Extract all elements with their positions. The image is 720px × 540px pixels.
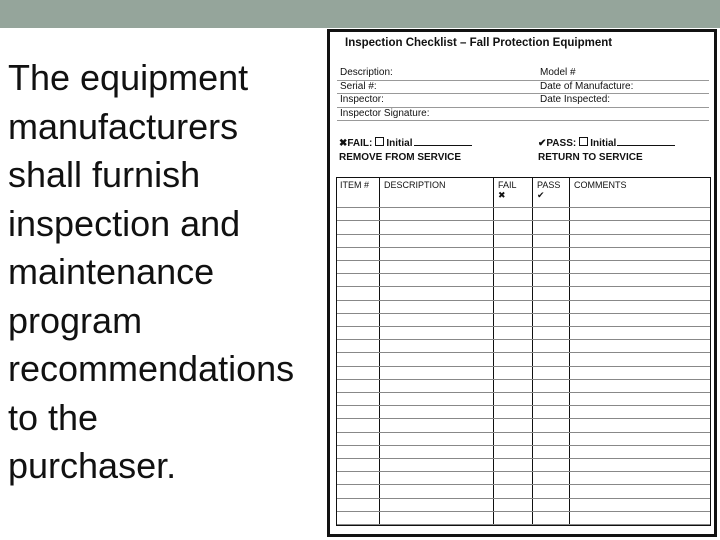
field-label-inspector-signature: Inspector Signature:: [340, 107, 430, 119]
info-row: [337, 108, 709, 122]
field-label-date-of-manufacture: Date of Manufacture:: [540, 80, 634, 92]
pass-check-icon: ✔: [537, 190, 545, 200]
table-row-rule: [337, 484, 710, 485]
body-line: manufacturers: [8, 105, 239, 147]
field-label-date-inspected: Date Inspected:: [540, 94, 611, 105]
table-row-rule: [337, 432, 710, 433]
fail-initial-label: Initial: [386, 138, 413, 149]
body-line: purchaser.: [8, 445, 177, 486]
column-header-pass: PASS ✔: [537, 180, 561, 200]
table-row-rule: [337, 445, 710, 446]
pass-return-label: RETURN TO SERVICE: [538, 152, 643, 163]
column-header-fail: FAIL ✖: [498, 180, 517, 200]
fail-status-block: [339, 136, 472, 165]
table-row-rule: [337, 207, 710, 208]
body-line: shall furnish: [8, 154, 201, 195]
initial-blank-line: [414, 136, 472, 146]
pass-status-block: [538, 136, 675, 165]
checkbox-icon: [375, 137, 384, 146]
table-row-rule: [337, 524, 710, 525]
inspection-checklist-image: [327, 29, 717, 537]
body-line: The equipment: [8, 57, 249, 98]
fail-remove-label: REMOVE FROM SERVICE: [339, 152, 462, 163]
table-row-rule: [337, 392, 710, 393]
table-row-rule: [337, 458, 710, 459]
slide-body-text: [8, 54, 328, 491]
field-label-inspector: Inspector:: [340, 94, 384, 105]
column-header-item: ITEM #: [340, 180, 370, 190]
table-row-rule: [337, 511, 710, 512]
table-row-rule: [337, 247, 710, 248]
checklist-rows: [337, 194, 710, 525]
checkbox-icon: [579, 137, 588, 146]
table-row-rule: [337, 339, 710, 340]
table-row-rule: [337, 418, 710, 419]
field-label-model: Model #: [540, 67, 576, 78]
table-row-rule: [337, 352, 710, 353]
initial-blank-line: [617, 136, 675, 146]
column-header-description: DESCRIPTION: [384, 180, 446, 190]
body-line: recommendations: [8, 348, 295, 389]
pass-mark: ✔PASS:: [538, 138, 577, 149]
table-row-rule: [337, 286, 710, 287]
field-label-description: Description:: [340, 67, 393, 78]
fail-x-icon: ✖: [498, 190, 506, 200]
table-row-rule: [337, 405, 710, 406]
info-row: [337, 67, 709, 81]
fail-mark: ✖FAIL:: [339, 138, 373, 149]
info-row: [337, 94, 709, 108]
table-row-rule: [337, 273, 710, 274]
table-row-rule: [337, 234, 710, 235]
checklist-table: [336, 177, 711, 526]
table-row-rule: [337, 471, 710, 472]
column-header-comments: COMMENTS: [574, 180, 627, 190]
table-row-rule: [337, 326, 710, 327]
slide-top-accent-bar: [0, 0, 720, 28]
body-line: inspection and: [8, 202, 241, 244]
pass-initial-label: Initial: [590, 138, 617, 149]
table-row-rule: [337, 313, 710, 314]
table-row-rule: [337, 379, 710, 380]
table-row-rule: [337, 220, 710, 221]
body-line: maintenance: [8, 251, 215, 292]
body-line: program: [8, 299, 143, 341]
field-label-serial: Serial #:: [340, 80, 377, 92]
table-row-rule: [337, 498, 710, 499]
body-line: to the: [8, 396, 99, 438]
checklist-info-fields: [337, 67, 709, 121]
info-row: [337, 81, 709, 95]
checklist-title: Inspection Checklist – Fall Protection Equipment: [345, 37, 613, 49]
table-row-rule: [337, 300, 710, 301]
table-row-rule: [337, 260, 710, 261]
table-row-rule: [337, 366, 710, 367]
